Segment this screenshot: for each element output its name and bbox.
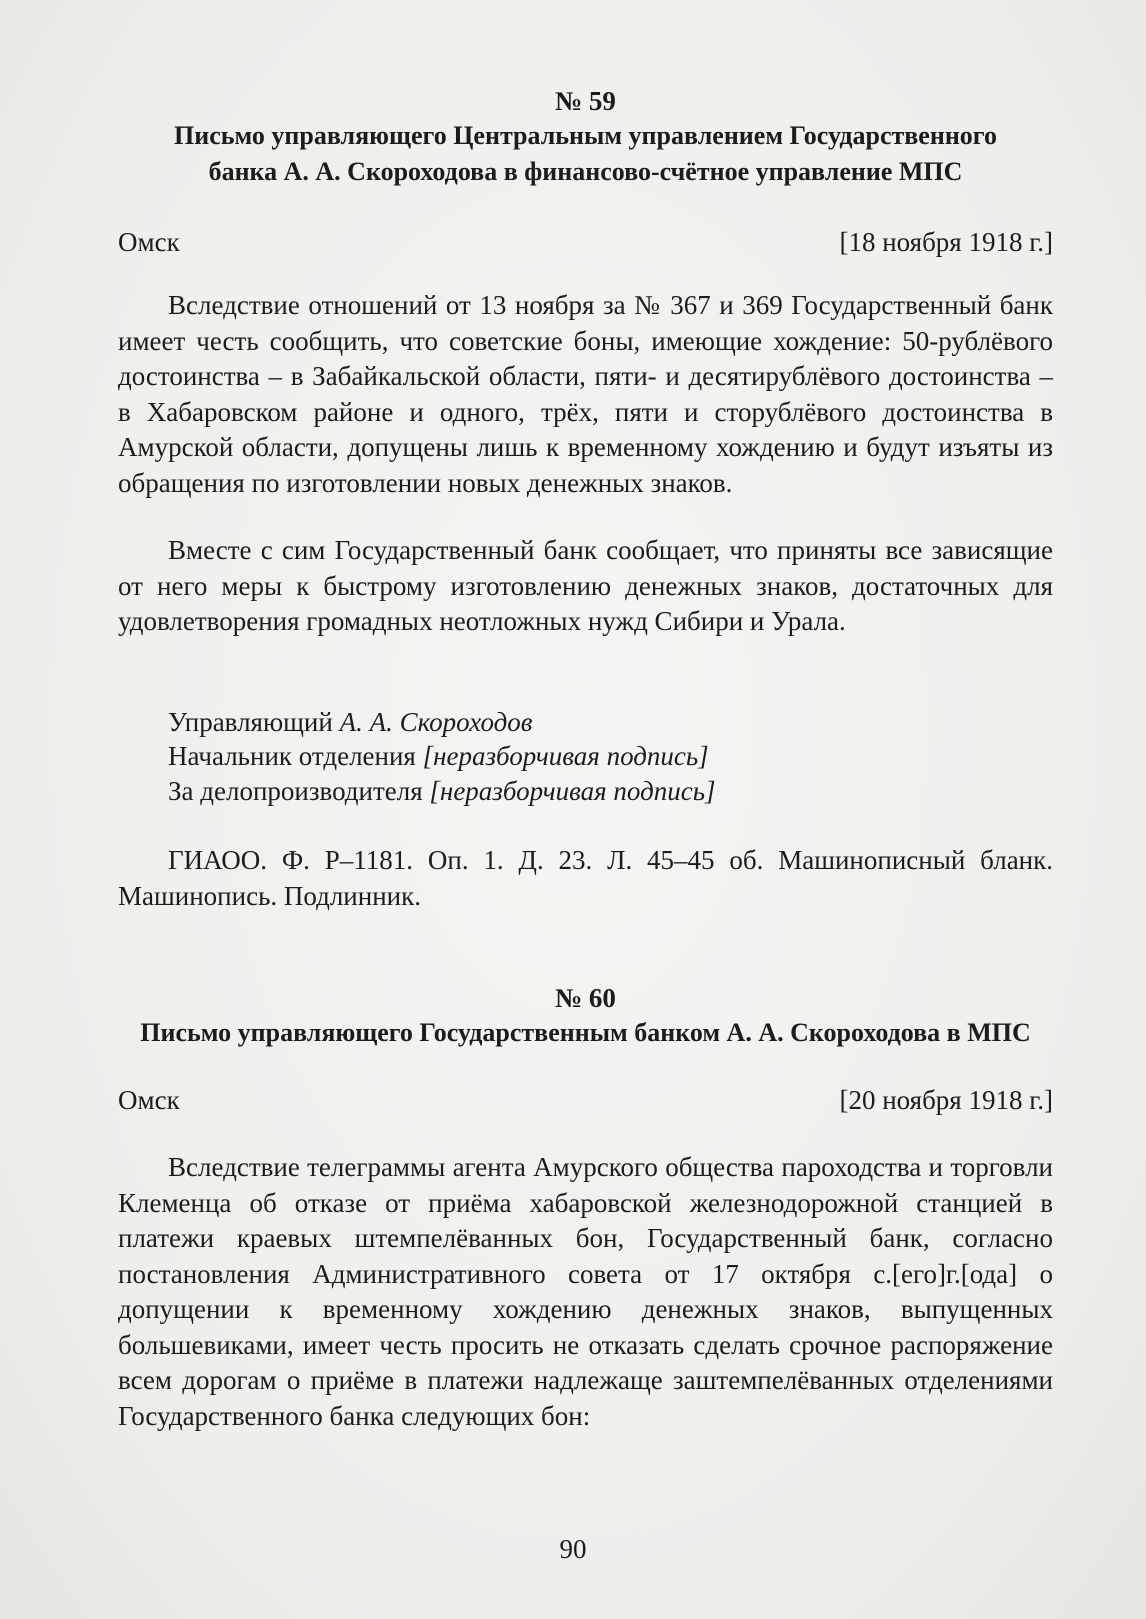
doc60-title: Письмо управляющего Государственным банком А. А. Скороходова в МПС — [140, 1018, 1031, 1047]
doc59-paragraph-2: Вместе с сим Государственный банк сообщает, что приняты все зависящие от него меры к быстрому изготовлению денежных знаков, достаточных для удовлетворения громадных неотложных нужд Сибири и Урала. — [118, 535, 1053, 636]
doc60-date: [20 ноября 1918 г.] — [839, 1085, 1053, 1115]
doc59-title-line1: Письмо управляющего Центральным управлением Государственного — [174, 121, 997, 150]
signature-label: Начальник отделения — [168, 741, 416, 771]
doc60-paragraph-1: Вследствие телеграммы агента Амурского общества пароходства и торговли Клеменца об отказе от приёма хабаровской железнодорожной станцией в платежи краевых штемпелёванных бон, Государственный банк, согласно постановления Административного совета от 17 октября с.[его]г.[ода] о допущении к временному хождению денежных знаков, выпущенных большевиками, имеет честь просить не отказать сделать срочное распоряжение всем дорогам о приёме в платежи надлежаще заштемпелёванных отделениями Государственного банка следующих бон: — [118, 1152, 1053, 1431]
doc60-place: Омск — [118, 1085, 180, 1115]
signature-label: За делопроизводителя — [168, 776, 423, 806]
signature-name: А. А. Скороходов — [339, 707, 533, 737]
doc59-signature-manager — [168, 705, 532, 739]
signature-label: Управляющий — [168, 707, 333, 737]
doc60-number: № 60 — [555, 983, 616, 1013]
page-number: 90 — [559, 1534, 587, 1564]
doc59-title-line2: банка А. А. Скороходова в финансово-счётное управление МПС — [208, 157, 963, 186]
doc59-place-date — [118, 225, 1053, 259]
doc59-paragraph-1: Вследствие отношений от 13 ноября за № 367 и 369 Государственный банк имеет честь сообщить, что советские боны, имеющие хождение: 50-рублёвого достоинства – в Забайкальской области, пяти- и десятирублёвого достоинства – в Хабаровском районе и одного, трёх, пяти и сторублёвого достоинства в Амурской области, допущены лишь к временному хождению и будут изъяты из обращения по изготовлении новых денежных знаков. — [118, 290, 1053, 498]
doc59-number: № 59 — [555, 86, 616, 116]
doc59-source: ГИАОО. Ф. Р–1181. Оп. 1. Д. 23. Л. 45–45 об. Машинописный бланк. Машинопись. Подлинник. — [118, 845, 1053, 911]
doc59-place: Омск — [118, 227, 180, 257]
doc59-signature-head — [168, 739, 709, 773]
signature-note: [неразборчивая подпись] — [429, 776, 716, 806]
doc60-place-date — [118, 1083, 1053, 1117]
doc59-signature-clerk — [168, 774, 716, 808]
signature-note: [неразборчивая подпись] — [422, 741, 709, 771]
doc59-date: [18 ноября 1918 г.] — [839, 227, 1053, 257]
